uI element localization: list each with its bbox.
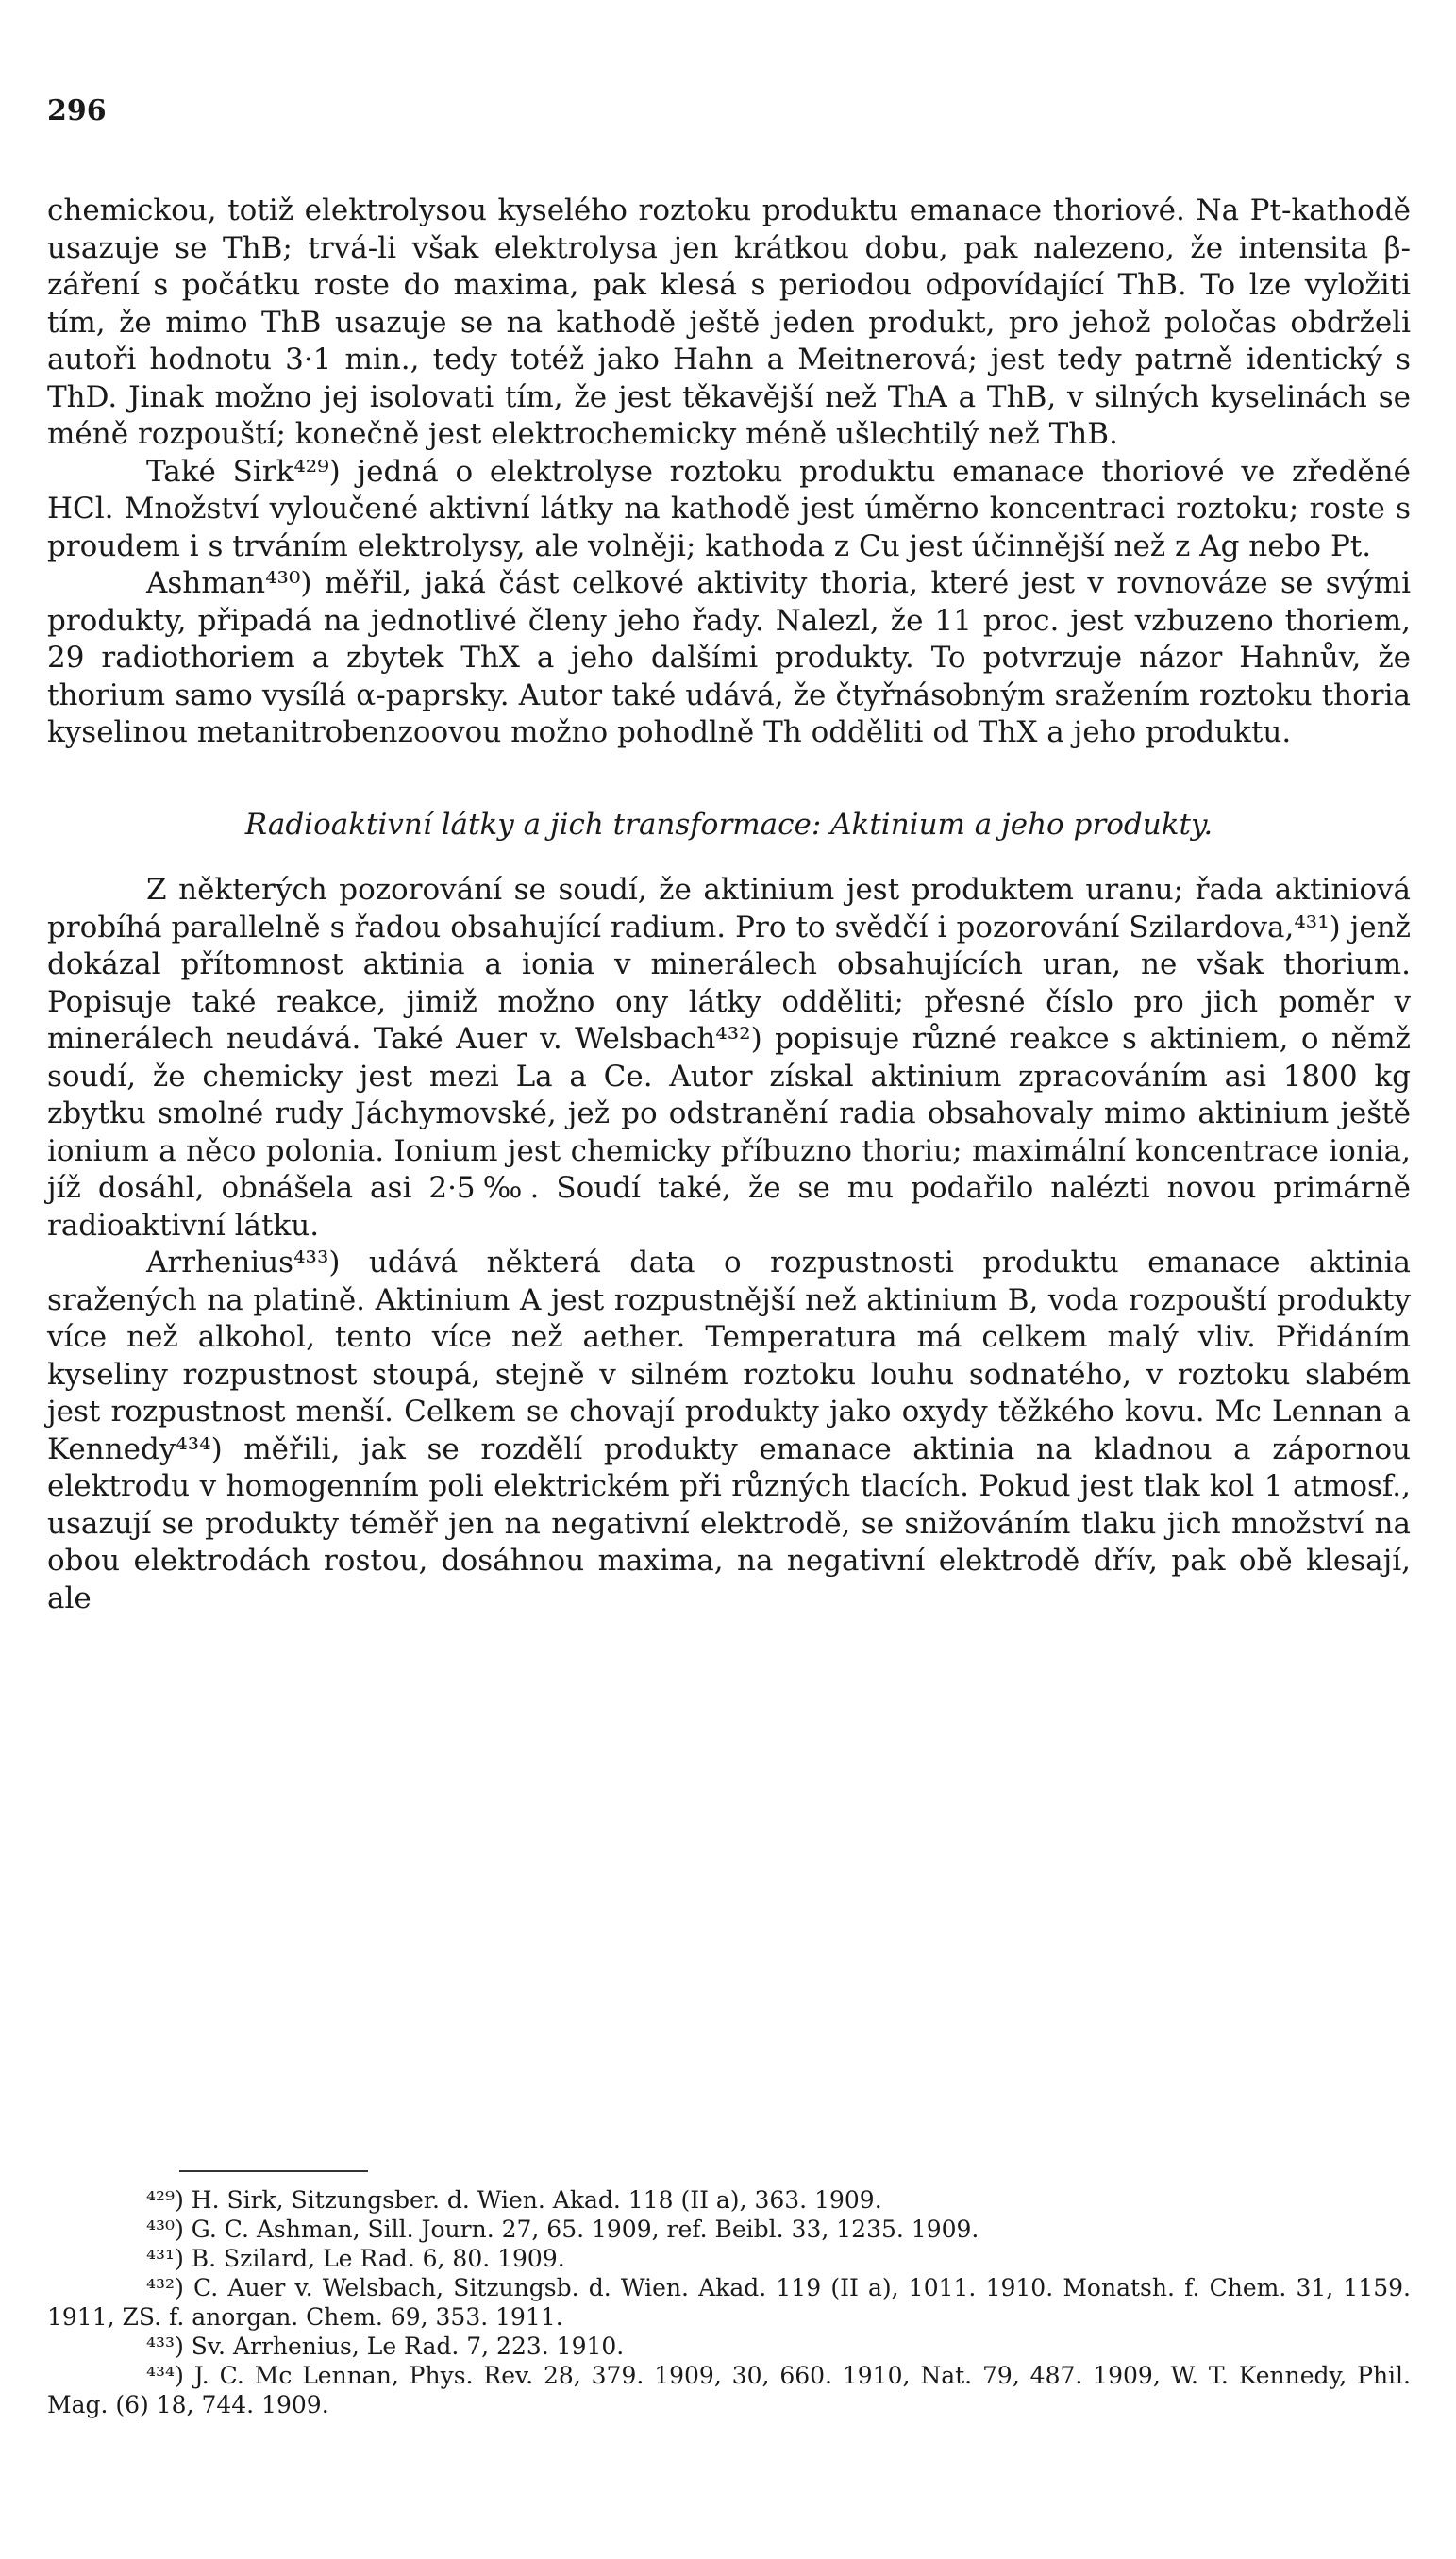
paragraph: chemickou, totiž elektrolysou kyselého roztoku produktu emanace thoriové. Na Pt-kathodě usazuje se ThB; trvá-li však elektrolysa jen krátkou dobu, pak nalezeno, že intensita β-záření s počátku roste do maxima, pak klesá s periodou odpovídající ThB. To lze vyložiti tím, že mimo ThB usazuje se na kathodě ještě jeden produkt, pro jehož poločas obdrželi autoři hodnotu 3·1 min., tedy totéž jako Hahn a Meitnerová; jest tedy patrně identický s ThD. Jinak možno jej isolovati tím, že jest těkavější než ThA a ThB, v silných kyselinách se méně rozpouští; konečně jest elektrochemicky méně ušlechtilý než ThB. [47,193,1411,451]
paragraph: Z některých pozorování se soudí, že aktinium jest produktem uranu; řada aktiniová probíhá parallelně s řadou obsahující radium. Pro to svědčí i pozorování Szilardova,⁴³¹) jenž dokázal přítomnost aktinia a ionia v minerálech obsahujících uran, ne však thorium. Popisuje také reakce, jimiž možno ony látky odděliti; přesné číslo pro jich poměr v minerálech neudává. Také Auer v. Welsbach⁴³²) popisuje různé reakce s aktiniem, o němž soudí, že chemicky jest mezi La a Ce. Autor získal aktinium zpracováním asi 1800 kg zbytku smolné rudy Jáchymovské, jež po odstranění radia obsahovaly mimo aktinium ještě ionium a něco polonia. Ionium jest chemicky příbuzno thoriu; maximální koncentrace ionia, jíž dosáhl, obnášela asi 2·5‰. Soudí také, že se mu podařilo nalézti novou primárně radioaktivní látku. [47,873,1411,1243]
footnote: ⁴³³) Sv. Arrhenius, Le Rad. 7, 223. 1910. [146,2333,625,2360]
paragraph: Také Sirk⁴²⁹) jedná o elektrolyse roztoku produktu emanace thoriové ve zředěné HCl. Množství vyloučené aktivní látky na kathodě jest úměrno koncentraci roztoku; roste s proudem i s trváním elektrolysy, ale volněji; kathoda z Cu jest účinnější než z Ag nebo Pt. [47,454,1411,563]
footnotes [47,2185,1411,2419]
paragraph: Arrhenius⁴³³) udává některá data o rozpustnosti produktu emanace aktinia sražených na platině. Aktinium A jest rozpustnější než aktinium B, voda rozpouští produkty více než alkohol, tento více než aether. Temperatura má celkem malý vliv. Přidáním kyseliny rozpustnost stoupá, stejně v silném roztoku louhu sodnatého, v roztoku slabém jest rozpustnost menší. Celkem se chovají produkty jako oxydy těžkého kovu. Mc Lennan a Kennedy⁴³⁴) měřili, jak se rozdělí produkty emanace aktinia na kladnou a zápornou elektrodu v homogenním poli elektrickém při různých tlacích. Pokud jest tlak kol 1 atmosf., usazují se produkty téměř jen na negativní elektrodě, se snižováním tlaku jich množství na obou elektrodách rostou, dosáhnou maxima, na negativní elektrodě dřív, pak obě klesají, ale [47,1246,1411,1615]
footnote-divider [179,2170,368,2172]
paragraph: Ashman⁴³⁰) měřil, jaká část celkové aktivity thoria, které jest v rovnováze se svými produkty, připadá na jednotlivé členy jeho řady. Nalezl, že 11 proc. jest vzbuzeno thoriem, 29 radiothoriem a zbytek ThX a jeho dalšími produkty. To potvrzuje názor Hahnův, že thorium samo vysílá α-paprsky. Autor také udává, že čtyřnásobným sražením roztoku thoria kyselinou metanitrobenzoovou možno pohodlně Th odděliti od ThX a jeho produktu. [47,566,1411,749]
page-number: 296 [47,94,107,127]
footnote: ⁴³¹) B. Szilard, Le Rad. 6, 80. 1909. [146,2245,565,2272]
section-heading: Radioaktivní látky a jich transformace: Aktinium a jeho produkty. [244,807,1213,842]
footnote: ⁴³⁰) G. C. Ashman, Sill. Journ. 27, 65. 1909, ref. Beibl. 33, 1235. 1909. [146,2216,979,2243]
main-text [47,192,1411,1617]
footnote: ⁴³⁴) J. C. Mc Lennan, Phys. Rev. 28, 379. 1909, 30, 660. 1910, Nat. 79, 487. 1909, W. T. Kennedy, Phil. Mag. (6) 18, 744. 1909. [47,2362,1411,2418]
footnote: ⁴²⁹) H. Sirk, Sitzungsber. d. Wien. Akad. 118 (II a), 363. 1909. [146,2186,882,2214]
footnote: ⁴³²) C. Auer v. Welsbach, Sitzungsb. d. Wien. Akad. 119 (II a), 1011. 1910. Monatsh. f. Chem. 31, 1159. 1911, ZS. f. anorgan. Chem. 69, 353. 1911. [47,2274,1411,2331]
